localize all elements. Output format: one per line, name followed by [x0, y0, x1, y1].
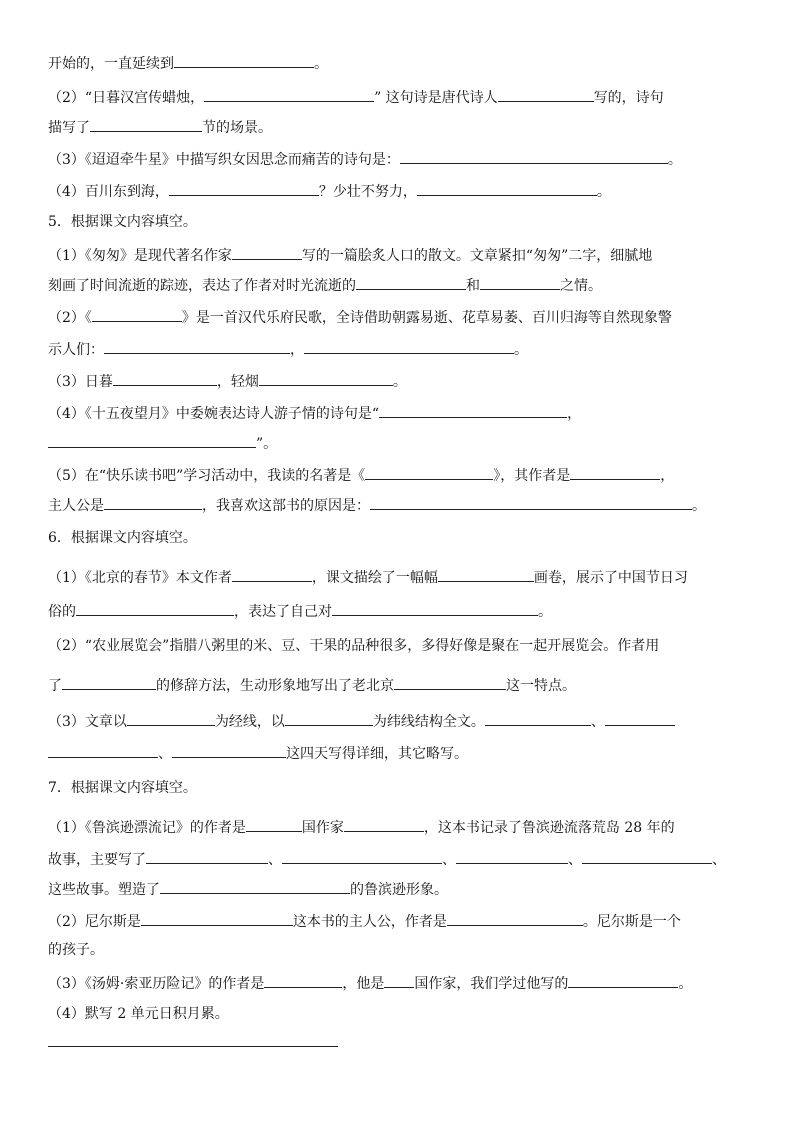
blank[interactable] [356, 274, 466, 290]
item-5-1-cont: 刻画了时间流逝的踪迹，表达了作者对时光流逝的 和 之情。 [48, 274, 748, 296]
blank[interactable] [394, 674, 506, 690]
blank[interactable] [174, 52, 314, 68]
blank[interactable] [365, 464, 493, 480]
blank[interactable] [304, 338, 514, 354]
item-4-3: （3）《迢迢牵牛星》中描写织女因思念而痛苦的诗句是： 。 [48, 148, 748, 170]
item-4-4: （4）百川东到海， ？少壮不努力， 。 [48, 180, 748, 202]
line-continuation: 开始的，一直延续到 。 [48, 52, 748, 74]
item-6-1: （1）《北京的春节》本文作者 ，课文描绘了一幅幅 画卷，展示了中国节日习 [48, 566, 748, 588]
item-7-2-cont: 的孩子。 [48, 942, 104, 958]
blank[interactable] [568, 972, 678, 988]
blank[interactable] [264, 972, 342, 988]
blank[interactable] [141, 910, 293, 926]
blank[interactable] [447, 910, 583, 926]
item-5-2-cont: 示人们： ， 。 [48, 338, 748, 360]
item-5-3: （3）日暮 ，轻烟 。 [48, 370, 748, 392]
blank[interactable] [498, 86, 594, 102]
blank[interactable] [285, 710, 373, 726]
item-7-1-cont2: 这些故事。塑造了 的鲁滨逊形象。 [48, 878, 748, 900]
blank[interactable] [384, 972, 414, 988]
item-6-2-cont: 了 的修辞方法，生动形象地写出了老北京 这一特点。 [48, 674, 748, 696]
blank[interactable] [127, 710, 215, 726]
blank[interactable] [370, 494, 692, 510]
blank[interactable] [113, 370, 217, 386]
question-5-heading: 5．根据课文内容填空。 [48, 214, 197, 230]
item-5-2: （2）《 》是一首汉代乐府民歌，全诗借助朝露易逝、花草易萎、百川归海等自然现象警 [48, 306, 748, 328]
blank[interactable] [332, 600, 538, 616]
item-5-4: （4）《十五夜望月》中委婉表达诗人游子情的诗句是“ ， [48, 402, 748, 424]
blank[interactable] [104, 338, 290, 354]
blank[interactable] [48, 742, 158, 758]
blank[interactable] [92, 306, 182, 322]
blank[interactable] [485, 710, 591, 726]
blank[interactable] [204, 86, 374, 102]
item-7-3: （3）《汤姆·索亚历险记》的作者是 ，他是 国作家，我们学过他写的 。 [48, 972, 748, 994]
blank[interactable] [282, 848, 442, 864]
blank[interactable] [169, 180, 319, 196]
item-5-1: （1）《匆匆》是现代著名作家 写的一篇脍炙人口的散文。文章紧扣“匆匆”二字，细腻地 [48, 244, 748, 266]
blank[interactable] [456, 848, 568, 864]
item-5-4-cont: ”。 [48, 432, 748, 454]
item-7-4: （4）默写 2 单元日积月累。 [48, 1006, 229, 1022]
item-4-2: （2）“日暮汉宫传蜡烛， ” 这句诗是唐代诗人 写的，诗句 [48, 86, 748, 108]
item-4-2-cont: 描写了 节的场景。 [48, 116, 748, 138]
blank[interactable] [400, 148, 668, 164]
blank[interactable] [570, 464, 660, 480]
blank[interactable] [232, 566, 312, 582]
blank[interactable] [62, 674, 156, 690]
blank[interactable] [90, 116, 202, 132]
blank[interactable] [605, 710, 675, 726]
item-7-1: （1）《鲁滨逊漂流记》的作者是 国作家 ，这本书记录了鲁滨逊流落荒岛 28 年的 [48, 816, 748, 838]
question-6-heading: 6．根据课文内容填空。 [48, 530, 197, 546]
blank[interactable] [582, 848, 712, 864]
blank[interactable] [232, 244, 302, 260]
blank[interactable] [480, 274, 560, 290]
item-6-2: （2）“农业展览会”指腊八粥里的米、豆、干果的品种很多，多得好像是聚在一起开展览会。作者用 [48, 638, 660, 654]
item-6-3: （3）文章以 为经线，以 为纬线结构全文。 、 [48, 710, 748, 732]
question-7-heading: 7．根据课文内容填空。 [48, 780, 197, 796]
item-6-1-cont: 俗的 ，表达了自己对 。 [48, 600, 748, 622]
blank[interactable] [160, 878, 350, 894]
blank[interactable] [104, 494, 202, 510]
blank[interactable] [259, 370, 393, 386]
blank[interactable] [344, 816, 424, 832]
item-7-1-cont: 故事，主要写了 、 、 、 、 [48, 848, 748, 870]
blank[interactable] [438, 566, 534, 582]
blank[interactable] [48, 432, 256, 448]
blank[interactable] [417, 180, 597, 196]
item-6-3-cont: 、 这四天写得详细，其它略写。 [48, 742, 748, 764]
item-5-5: （5）在“快乐读书吧”学习活动中，我读的名著是《 》，其作者是 ， [48, 464, 748, 486]
item-7-2: （2）尼尔斯是 这本书的主人公，作者是 。尼尔斯是一个 [48, 910, 748, 932]
item-5-5-cont: 主人公是 ，我喜欢这部书的原因是： 。 [48, 494, 748, 516]
blank[interactable] [76, 600, 234, 616]
blank[interactable] [379, 402, 567, 418]
blank[interactable] [146, 848, 268, 864]
blank[interactable] [246, 816, 302, 832]
answer-line[interactable] [48, 1045, 338, 1047]
blank[interactable] [172, 742, 286, 758]
